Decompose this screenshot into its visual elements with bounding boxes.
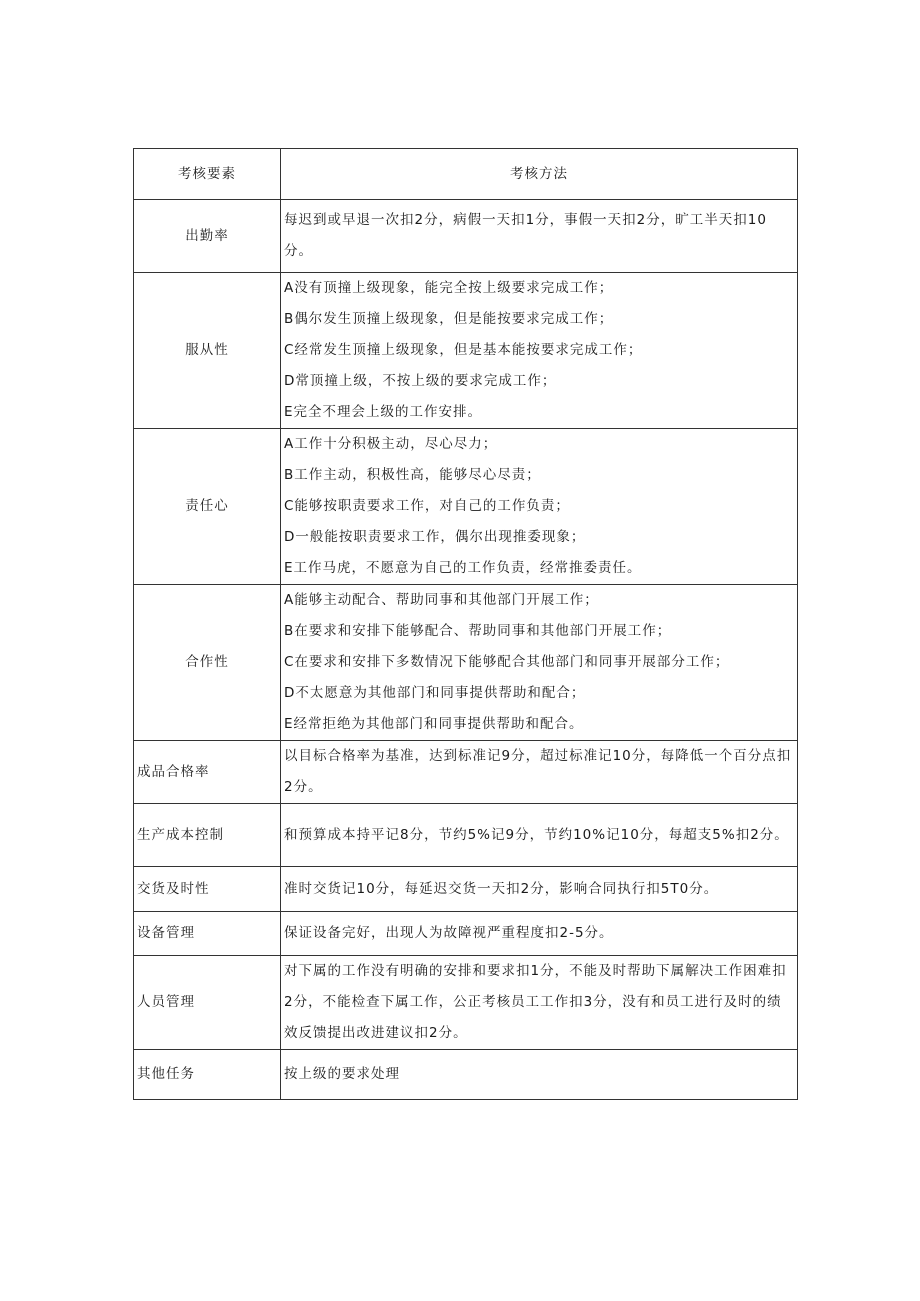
method-obedience: [281, 273, 798, 429]
method-quality: [281, 741, 798, 804]
method-responsibility: [281, 429, 798, 585]
header-method: 考核方法: [281, 149, 798, 200]
factor-cooperation: 合作性: [134, 585, 281, 741]
assessment-table: [133, 148, 798, 1100]
list-item: A能够主动配合、帮助同事和其他部门开展工作；: [284, 592, 599, 608]
method-staff: [281, 956, 798, 1050]
table-row: [134, 956, 798, 1050]
factor-obedience: 服从性: [134, 273, 281, 429]
table-row: [134, 585, 798, 741]
method-cost: [281, 804, 798, 867]
method-attendance: [281, 200, 798, 273]
list-item: B工作主动，积极性高，能够尽心尽责；: [284, 467, 541, 483]
list-item: C能够按职责要求工作，对自己的工作负责；: [284, 498, 570, 514]
method-staff-text: 对下属的工作没有明确的安排和要求扣1分，不能及时帮助下属解决工作困难扣2分，不能检查下属工作，公正考核员工工作扣3分，没有和员工进行及时的绩效反馈提出改进建议扣2分。: [284, 963, 787, 1041]
header-factor: 考核要素: [134, 149, 281, 200]
table-row: [134, 867, 798, 912]
factor-other: 其他任务: [134, 1050, 281, 1100]
method-delivery: [281, 867, 798, 912]
method-other-text: 按上级的要求处理: [284, 1066, 400, 1082]
table-row: [134, 912, 798, 956]
factor-delivery: 交货及时性: [134, 867, 281, 912]
list-item: D不太愿意为其他部门和同事提供帮助和配合；: [284, 685, 586, 701]
method-equipment-text: 保证设备完好，出现人为故障视严重程度扣2-5分。: [284, 925, 614, 941]
list-item: A工作十分积极主动，尽心尽力；: [284, 436, 498, 452]
method-quality-text: 以目标合格率为基准，达到标准记9分，超过标准记10分，每降低一个百分点扣2分。: [284, 748, 792, 795]
list-item: E经常拒绝为其他部门和同事提供帮助和配合。: [284, 716, 584, 732]
table-header-row: [134, 149, 798, 200]
factor-staff: 人员管理: [134, 956, 281, 1050]
table-row: [134, 429, 798, 585]
table-row: [134, 273, 798, 429]
method-other: [281, 1050, 798, 1100]
factor-attendance: 出勤率: [134, 200, 281, 273]
list-item: C在要求和安排下多数情况下能够配合其他部门和同事开展部分工作；: [284, 654, 730, 670]
method-delivery-text: 准时交货记10分，每延迟交货一天扣2分，影响合同执行扣5T0分。: [284, 880, 719, 897]
list-item: A没有顶撞上级现象，能完全按上级要求完成工作；: [284, 280, 614, 296]
factor-equipment: 设备管理: [134, 912, 281, 956]
method-cost-text: 和预算成本持平记8分，节约5%记9分，节约10%记10分，每超支5%扣2分。: [284, 826, 789, 843]
table-row: [134, 741, 798, 804]
list-item: D一般能按职责要求工作，偶尔出现推委现象；: [284, 529, 586, 545]
list-item: E工作马虎，不愿意为自己的工作负责，经常推委责任。: [284, 560, 642, 576]
method-equipment: [281, 912, 798, 956]
method-cooperation: [281, 585, 798, 741]
list-item: D常顶撞上级，不按上级的要求完成工作；: [284, 373, 557, 389]
factor-cost: 生产成本控制: [134, 804, 281, 867]
table-row: [134, 1050, 798, 1100]
list-item: C经常发生顶撞上级现象，但是基本能按要求完成工作；: [284, 342, 643, 358]
table-row: [134, 804, 798, 867]
table-row: [134, 200, 798, 273]
list-item: B偶尔发生顶撞上级现象，但是能按要求完成工作；: [284, 311, 614, 327]
factor-responsibility: 责任心: [134, 429, 281, 585]
list-item: B在要求和安排下能够配合、帮助同事和其他部门开展工作；: [284, 623, 672, 639]
method-attendance-text: 每迟到或早退一次扣2分，病假一天扣1分，事假一天扣2分，旷工半天扣10分。: [284, 212, 767, 259]
list-item: E完全不理会上级的工作安排。: [284, 404, 483, 420]
factor-quality: 成品合格率: [134, 741, 281, 804]
